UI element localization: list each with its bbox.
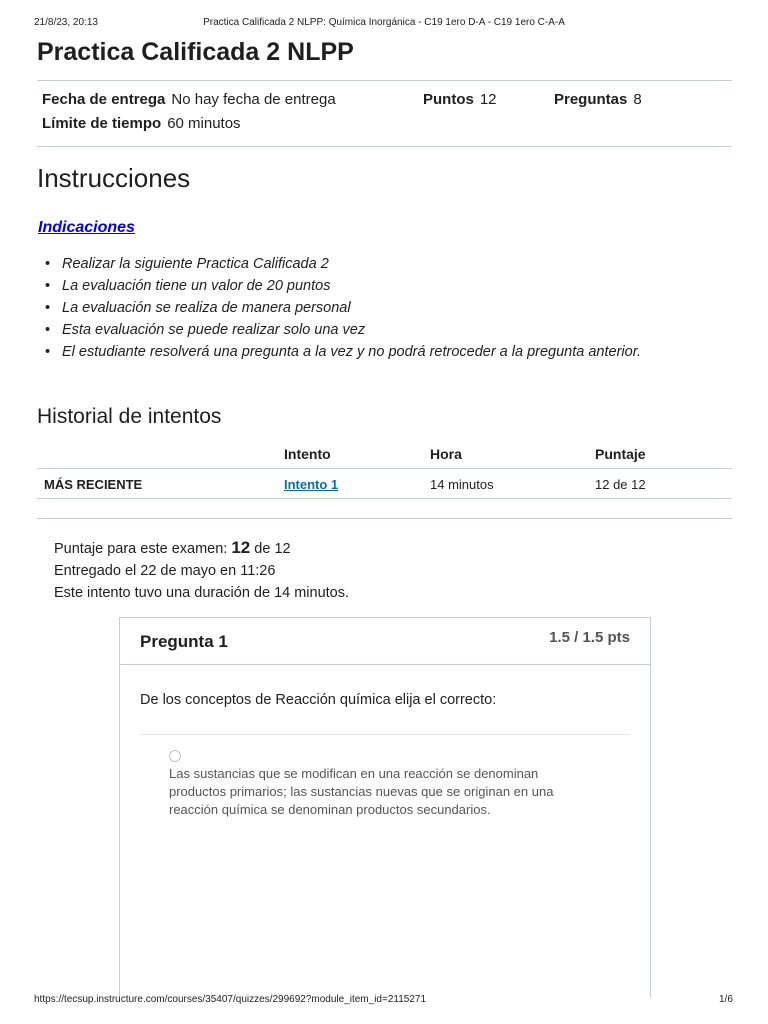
instruction-item: • Realizar la siguiente Practica Calificada 2 bbox=[38, 255, 641, 277]
table-row bbox=[37, 469, 732, 498]
title-divider bbox=[37, 80, 732, 81]
answer-radio[interactable] bbox=[169, 750, 181, 762]
attempt-score: 12 de 12 bbox=[595, 477, 646, 492]
due-date-value: No hay fecha de entrega bbox=[171, 91, 336, 108]
history-bottom-divider bbox=[37, 518, 732, 519]
history-heading: Historial de intentos bbox=[37, 405, 222, 428]
print-header bbox=[0, 17, 768, 31]
time-limit-value: 60 minutos bbox=[167, 115, 241, 132]
instruction-item: • La evaluación tiene un valor de 20 puntos bbox=[38, 277, 641, 299]
column-header-time: Hora bbox=[430, 446, 462, 462]
score-suffix: de 12 bbox=[254, 541, 291, 557]
instructions-heading: Instrucciones bbox=[37, 163, 191, 193]
points-value: 12 bbox=[479, 91, 497, 108]
score-prefix: Puntaje para este examen: bbox=[54, 541, 228, 557]
attempt-link[interactable]: Intento 1 bbox=[284, 477, 339, 492]
questions-field bbox=[554, 91, 642, 108]
instruction-item: • La evaluación se realiza de manera personal bbox=[38, 299, 641, 321]
due-date-label: Fecha de entrega bbox=[42, 91, 166, 108]
question-text: De los conceptos de Reacción química elija el correcto: bbox=[140, 692, 497, 708]
score-value: 12 bbox=[231, 538, 251, 557]
meta-divider bbox=[37, 146, 732, 147]
questions-value: 8 bbox=[633, 91, 642, 108]
submitted-line: Entregado el 22 de mayo en 11:26 bbox=[54, 563, 276, 579]
score-line bbox=[54, 538, 291, 558]
instruction-item: • El estudiante resolverá una pregunta a la vez y no podrá retroceder a la pregunta anterior. bbox=[38, 343, 641, 365]
answer-divider bbox=[140, 734, 630, 735]
question-header bbox=[120, 618, 650, 665]
print-doc-title: Practica Calificada 2 NLPP: Química Inorgánica - C19 1ero D-A - C19 1ero C-A-A bbox=[203, 17, 565, 28]
question-card bbox=[119, 617, 651, 998]
time-limit-field bbox=[42, 115, 241, 132]
row-label: MÁS RECIENTE bbox=[44, 477, 143, 492]
answer-text: Las sustancias que se modifican en una reacción se denominan productos primarios; las sustancias nuevas que se originan en una reacción química se denominan productos secundarios. bbox=[169, 766, 554, 817]
print-date: 21/8/23, 20:13 bbox=[34, 17, 98, 28]
question-points: 1.5 / 1.5 pts bbox=[549, 629, 630, 646]
print-page-number: 1/6 bbox=[719, 994, 733, 1005]
due-date-field bbox=[42, 91, 336, 108]
column-header-attempt: Intento bbox=[284, 446, 331, 462]
column-header-score: Puntaje bbox=[595, 446, 646, 462]
points-field bbox=[423, 91, 497, 108]
attempt-time: 14 minutos bbox=[430, 477, 494, 492]
questions-label: Preguntas bbox=[554, 91, 628, 108]
indications-link[interactable]: Indicaciones bbox=[38, 219, 135, 236]
instruction-item: • Esta evaluación se puede realizar solo una vez bbox=[38, 321, 641, 343]
instructions-list bbox=[38, 255, 641, 365]
quiz-title: Practica Calificada 2 NLPP bbox=[37, 38, 354, 66]
question-title: Pregunta 1 bbox=[140, 632, 228, 651]
history-row-divider bbox=[37, 498, 732, 499]
print-url: https://tecsup.instructure.com/courses/35407/quizzes/299692?module_item_id=2115271 bbox=[34, 994, 427, 1005]
time-limit-label: Límite de tiempo bbox=[42, 115, 162, 132]
points-label: Puntos bbox=[423, 91, 474, 108]
duration-line: Este intento tuvo una duración de 14 minutos. bbox=[54, 585, 350, 601]
